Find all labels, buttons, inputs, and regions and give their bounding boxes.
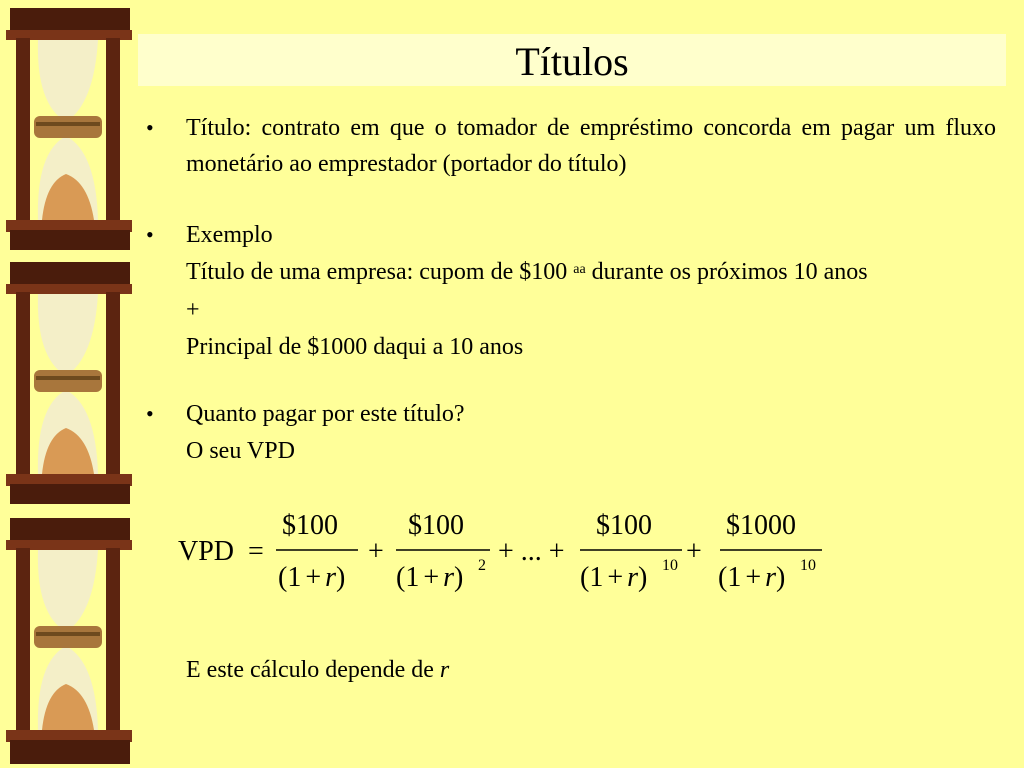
hourglass-icon	[6, 4, 132, 254]
equation-equals: =	[248, 536, 264, 567]
exponent: 10	[662, 557, 678, 574]
title-bar	[138, 34, 1006, 86]
slide-title: Títulos	[515, 39, 629, 84]
term-numerator: $100	[282, 510, 338, 541]
bullet-marker: •	[146, 115, 154, 140]
bullet-marker: •	[146, 401, 154, 426]
term-numerator: $100	[596, 510, 652, 541]
example-plus: +	[186, 297, 200, 323]
hourglass-column	[0, 0, 140, 768]
example-duration-text: durante os próximos 10 anos	[591, 259, 868, 285]
question-answer-line: O seu VPD	[186, 438, 295, 464]
term-numerator: $1000	[726, 510, 796, 541]
term-denominator: (1 + r)	[580, 562, 648, 593]
bullet-text-definition: Título: contrato em que o tomador de empréstimo concorda em pagar um fluxo monetário ao emprestador (portador do título)	[186, 115, 996, 177]
vpd-equation	[176, 500, 836, 610]
ellipsis-plus: + ... +	[498, 536, 565, 567]
hourglass-icon	[6, 258, 132, 508]
bullet-heading-question: Quanto pagar por este título?	[186, 401, 465, 427]
term-denominator: (1 + r)	[718, 562, 786, 593]
term-numerator: $100	[408, 510, 464, 541]
hourglass-icon	[6, 514, 132, 768]
ordinal-superscript: aa	[573, 262, 586, 277]
equation-lhs: VPD	[178, 536, 235, 567]
footer-variable: r	[439, 657, 450, 683]
bullet-marker: •	[146, 222, 154, 247]
example-coupon-text: Título de uma empresa: cupom de $100	[186, 259, 568, 285]
exponent: 2	[478, 557, 486, 574]
plus-sign: +	[368, 536, 384, 567]
exponent: 10	[800, 557, 816, 574]
term-denominator: (1 + r)	[396, 562, 464, 593]
example-principal-line: Principal de $1000 daqui a 10 anos	[186, 334, 524, 360]
plus-sign: +	[686, 536, 702, 567]
footer-text: E este cálculo depende de	[186, 657, 434, 683]
example-coupon-line	[186, 254, 868, 290]
bullet-heading-example: Exemplo	[186, 222, 273, 248]
term-denominator: (1 + r)	[278, 562, 346, 593]
footer-line	[186, 652, 449, 688]
